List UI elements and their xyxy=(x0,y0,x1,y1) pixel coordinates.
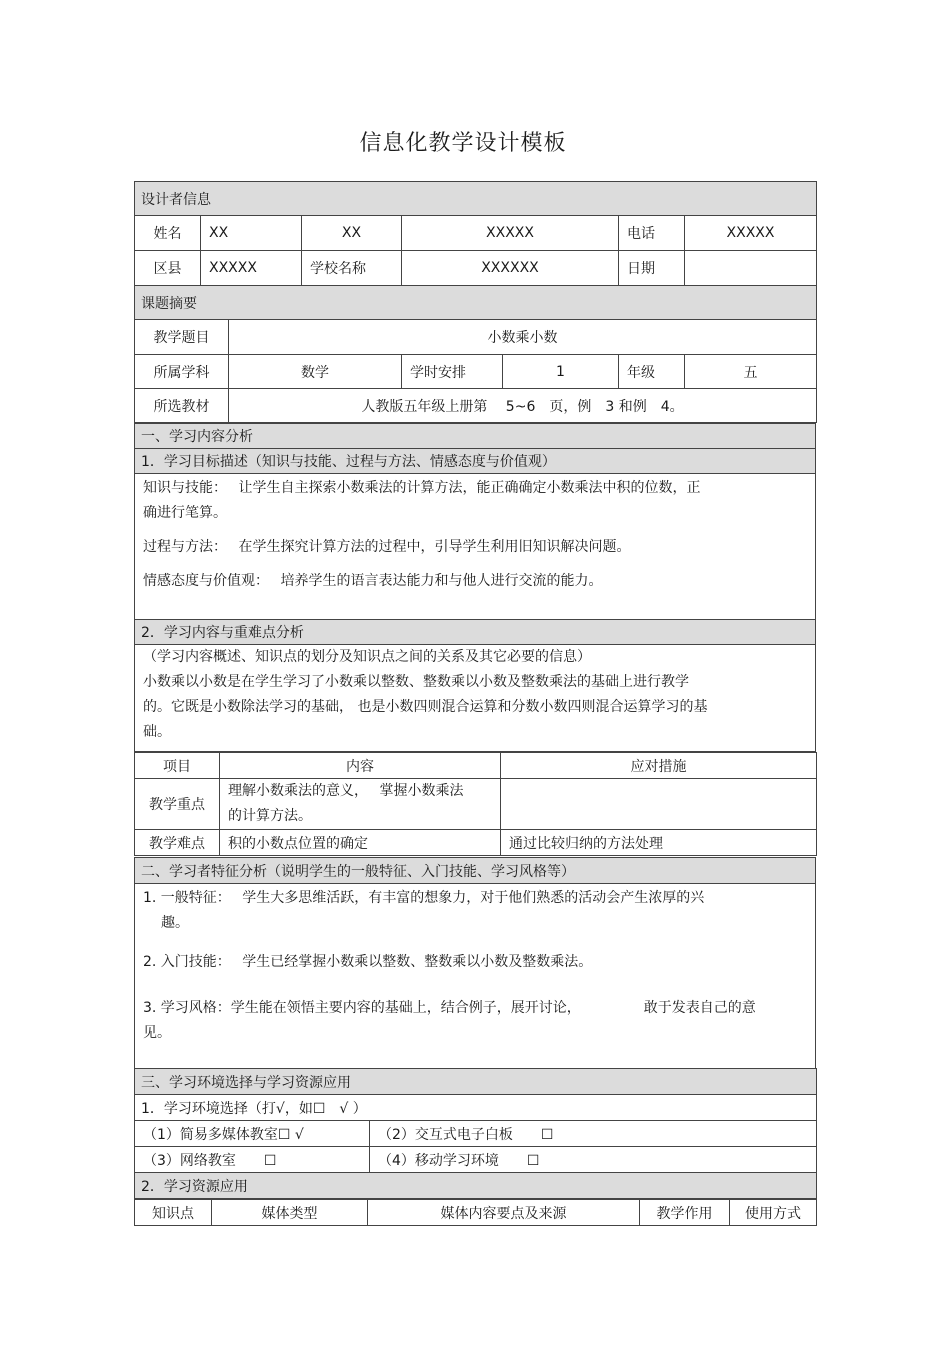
section-3-sub1: 1．学习环境选择（打√，如☐ √ ） xyxy=(135,1095,817,1121)
subject-value: 数学 xyxy=(229,355,402,389)
analysis-line-1: （学习内容概述、知识点的划分及知识点之间的关系及其它必要的信息） xyxy=(143,649,591,665)
section-1-sub2: 2．学习内容与重难点分析 xyxy=(135,620,816,645)
env-option-4[interactable]: （4）移动学习环境 ☐ xyxy=(370,1147,817,1173)
subject-label: 所属学科 xyxy=(135,355,229,389)
general-line-1: 1. 一般特征： 学生大多思维活跃，有丰富的想象力，对于他们熟悉的活动会产生浓厚的兴 xyxy=(143,890,705,906)
res-header-usage: 使用方式 xyxy=(730,1200,817,1226)
difficulty-measure: 通过比较归纳的方法处理 xyxy=(501,830,817,856)
process-line: 过程与方法： 在学生探究计算方法的过程中，引导学生利用旧知识解决问题。 xyxy=(143,539,631,555)
section-3-table xyxy=(134,1068,817,1199)
section-1-table xyxy=(134,423,816,752)
emotion-line: 情感态度与价值观： 培养学生的语言表达能力和与他人进行交流的能力。 xyxy=(143,573,603,589)
name-label: 姓名 xyxy=(135,216,201,251)
col-header-item: 项目 xyxy=(135,753,220,779)
difficulty-label: 教学难点 xyxy=(135,830,220,856)
knowledge-line-1: 知识与技能： 让学生自主探索小数乘法的计算方法，能正确确定小数乘法中积的位数，正 xyxy=(143,480,701,496)
section-3-sub2: 2．学习资源应用 xyxy=(135,1173,817,1199)
designer-header: 设计者信息 xyxy=(135,182,817,216)
date-value xyxy=(685,251,817,286)
key-content-line-1: 理解小数乘法的意义， 掌握小数乘法 xyxy=(228,783,464,799)
analysis-line-2: 小数乘以小数是在学生学习了小数乘以整数、整数乘以小数及整数乘法的基础上进行教学 xyxy=(143,674,689,690)
school-value: XXXXXX xyxy=(402,251,619,286)
style-line-2: 见。 xyxy=(143,1025,171,1041)
section-1-block xyxy=(134,423,816,856)
res-header-media-content: 媒体内容要点及来源 xyxy=(368,1200,640,1226)
name-value: XX xyxy=(201,216,302,251)
section-1-sub1: 1．学习目标描述（知识与技能、过程与方法、情感态度与价值观） xyxy=(135,449,816,474)
hours-value: 1 xyxy=(503,355,619,389)
section-3-block xyxy=(134,1068,816,1226)
res-header-role: 教学作用 xyxy=(640,1200,730,1226)
style-line-1: 3. 学习风格：学生能在领悟主要内容的基础上，结合例子，展开讨论， 敢于发表自己的意 xyxy=(143,1000,756,1016)
analysis-line-3: 的。它既是小数除法学习的基础， 也是小数四则混合运算和分数小数四则混合运算学习的基 xyxy=(143,699,708,715)
resource-table xyxy=(134,1199,817,1226)
phone-value: XXXXX xyxy=(685,216,817,251)
section-2-table xyxy=(134,857,816,1069)
env-option-3[interactable]: （3）网络教室 ☐ xyxy=(135,1147,370,1173)
date-label: 日期 xyxy=(619,251,685,286)
designer-table xyxy=(134,181,817,423)
section-1-header: 一、学习内容分析 xyxy=(135,424,816,449)
objectives-cell xyxy=(135,474,816,620)
env-option-1[interactable]: （1）简易多媒体教室☐ √ xyxy=(135,1121,370,1147)
res-header-media-type: 媒体类型 xyxy=(212,1200,368,1226)
key-point-measure xyxy=(501,779,817,830)
school-label: 学校名称 xyxy=(302,251,402,286)
page-title: 信息化教学设计模板 xyxy=(359,131,567,156)
knowledge-line-2: 确进行笔算。 xyxy=(143,505,227,521)
env-option-2[interactable]: （2）交互式电子白板 ☐ xyxy=(370,1121,817,1147)
key-content-line-2: 的计算方法。 xyxy=(228,808,312,824)
section-2-block xyxy=(134,857,816,1069)
textbook-value: 人教版五年级上册第 5~6 页，例 3 和例 4。 xyxy=(229,389,817,423)
name-value-2: XX xyxy=(302,216,402,251)
section-3-header: 三、学习环境选择与学习资源应用 xyxy=(135,1069,817,1095)
hours-label: 学时安排 xyxy=(402,355,503,389)
key-point-content xyxy=(220,779,501,830)
learner-cell xyxy=(135,884,816,1069)
district-label: 区县 xyxy=(135,251,201,286)
general-line-2: 趣。 xyxy=(161,915,189,931)
col-header-content: 内容 xyxy=(220,753,501,779)
grade-value: 五 xyxy=(685,355,817,389)
phone-label: 电话 xyxy=(619,216,685,251)
res-header-knowledge: 知识点 xyxy=(135,1200,212,1226)
district-value: XXXXX xyxy=(201,251,302,286)
analysis-line-4: 础。 xyxy=(143,724,171,740)
summary-header: 课题摘要 xyxy=(135,286,817,320)
key-point-label: 教学重点 xyxy=(135,779,220,830)
topic-value: 小数乘小数 xyxy=(229,320,817,355)
grade-label: 年级 xyxy=(619,355,685,389)
topic-label: 教学题目 xyxy=(135,320,229,355)
section-2-header: 二、学习者特征分析（说明学生的一般特征、入门技能、学习风格等） xyxy=(135,858,816,884)
analysis-cell xyxy=(135,645,816,752)
textbook-label: 所选教材 xyxy=(135,389,229,423)
col-header-measure: 应对措施 xyxy=(501,753,817,779)
designer-info-block xyxy=(134,181,816,423)
difficulty-content: 积的小数点位置的确定 xyxy=(220,830,501,856)
entry-skills-line: 2. 入门技能： 学生已经掌握小数乘以整数、整数乘以小数及整数乘法。 xyxy=(143,954,593,970)
key-points-table xyxy=(134,752,817,856)
name-value-3: XXXXX xyxy=(402,216,619,251)
